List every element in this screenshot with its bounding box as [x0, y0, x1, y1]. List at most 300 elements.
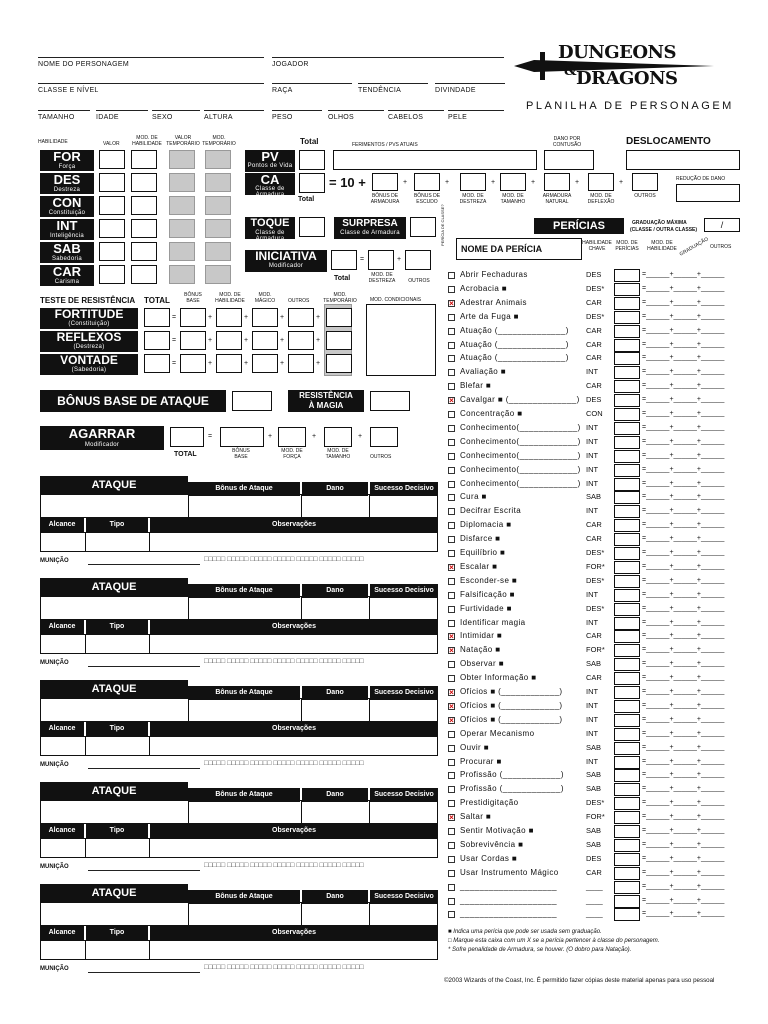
skill-key-ability: INT [586, 687, 599, 696]
deity-line[interactable] [435, 83, 505, 84]
skill-key-ability: CAR [586, 520, 602, 530]
ability-mod-box[interactable] [131, 150, 157, 169]
skill-formula[interactable]: =______+______+______ [642, 799, 725, 807]
skill-formula[interactable]: =______+______+______ [642, 410, 725, 417]
ability-temp-score-box[interactable] [169, 173, 195, 192]
skill-formula[interactable]: =______+______+______ [642, 326, 725, 334]
skill-formula[interactable]: =______+______+______ [642, 618, 725, 626]
player-line[interactable] [272, 57, 504, 58]
skill-formula[interactable]: =______+______+______ [642, 340, 725, 348]
ac-total-box[interactable] [299, 173, 325, 193]
range-field[interactable] [40, 736, 86, 756]
skill-formula[interactable]: =______+______+______ [642, 840, 725, 848]
conditional-mods-box[interactable] [366, 304, 436, 376]
skill-mod-box[interactable] [614, 783, 640, 796]
save-value-box[interactable] [252, 308, 278, 327]
ammo-checkboxes[interactable]: □□□□□ □□□□□ □□□□□ □□□□□ □□□□□ □□□□□ □□□□□ [204, 760, 364, 767]
class-skill-checkbox[interactable] [448, 828, 455, 835]
skill-name: Adestrar Animais [460, 297, 527, 307]
ac-part-box[interactable] [460, 173, 486, 191]
ability-temp-mod-box[interactable] [205, 219, 231, 238]
skill-formula[interactable]: =______+______+______ [642, 521, 725, 529]
class-skill-checkbox[interactable]: × [449, 562, 454, 572]
class-skill-checkbox[interactable] [448, 842, 455, 849]
class-skill-checkbox[interactable] [448, 411, 455, 418]
damage-header: Dano [302, 584, 368, 598]
class-skill-checkbox[interactable] [448, 759, 455, 766]
ammo-checkboxes[interactable]: □□□□□ □□□□□ □□□□□ □□□□□ □□□□□ □□□□□ □□□□□ [204, 556, 364, 563]
range-field[interactable] [40, 634, 86, 654]
skill-formula[interactable]: =______+______+______ [642, 896, 725, 904]
max-rank-box[interactable]: / [704, 218, 740, 232]
save-value-box[interactable] [144, 331, 170, 350]
class-skill-checkbox[interactable] [448, 286, 455, 293]
range-field[interactable] [40, 838, 86, 858]
skill-formula[interactable]: =______+______+______ [642, 535, 725, 543]
range-field[interactable] [40, 940, 86, 960]
saves-total-label: TOTAL [144, 296, 170, 305]
class-skill-checkbox[interactable]: × [449, 632, 454, 642]
save-value-box[interactable] [326, 354, 352, 373]
class-skill-checkbox[interactable] [448, 425, 455, 432]
skill-row [448, 672, 748, 686]
skill-mod-box[interactable] [614, 728, 640, 741]
skill-mod-box[interactable] [614, 464, 640, 477]
skill-formula[interactable]: =______+______+______ [642, 271, 725, 278]
skill-mod-box[interactable] [614, 366, 640, 379]
skill-formula[interactable]: =______+______+______ [642, 646, 725, 654]
skill-mod-box[interactable] [614, 686, 640, 699]
skill-mod-box[interactable] [614, 339, 640, 352]
flatfooted-ac-box[interactable] [410, 217, 436, 237]
skill-formula[interactable]: =______+______+______ [642, 382, 725, 390]
touch-ac-box[interactable] [299, 217, 325, 237]
ac-part-box[interactable] [544, 173, 570, 191]
class-skill-checkbox[interactable] [448, 536, 455, 543]
class-skill-checkbox[interactable] [448, 439, 455, 446]
skill-mod-box[interactable] [614, 742, 640, 755]
class-skill-checkbox[interactable] [448, 661, 455, 668]
race-label: RAÇA [272, 87, 293, 94]
skill-mod-box[interactable] [614, 311, 640, 324]
skill-mod-box[interactable] [614, 672, 640, 685]
ability-score-box[interactable] [99, 150, 125, 169]
size-line[interactable] [38, 110, 90, 111]
skill-mod-box[interactable] [614, 533, 640, 546]
skill-formula[interactable]: =______+______+______ [642, 729, 725, 737]
skill-mod-box[interactable] [614, 408, 640, 421]
ammo-label: MUNIÇÃO [40, 558, 69, 564]
ability-score-box[interactable] [99, 196, 125, 215]
skill-formula[interactable]: =______+______+______ [642, 590, 725, 598]
skill-formula[interactable]: =______+______+______ [642, 604, 725, 612]
save-value-box[interactable] [252, 331, 278, 350]
ability-score-box[interactable] [99, 173, 125, 192]
skill-formula[interactable]: =______+______+______ [642, 576, 725, 584]
skill-formula[interactable]: =______+______+______ [642, 465, 725, 473]
damage-field[interactable] [301, 800, 370, 824]
mod-col-header: MOD. DE HABILIDADE [132, 135, 162, 147]
save-value-box[interactable] [326, 308, 352, 327]
class-skill-checkbox[interactable] [448, 745, 455, 752]
attack-title: ATAQUE [40, 578, 188, 596]
hp-total-box[interactable] [299, 150, 325, 170]
class-skill-checkbox[interactable] [448, 772, 455, 779]
ac-base: = 10 + [329, 175, 366, 190]
grapple-size-box[interactable] [324, 427, 352, 447]
skill-name: Equilíbrio ■ [460, 548, 506, 557]
ammo-line[interactable] [88, 870, 200, 871]
ability-score-box[interactable] [99, 242, 125, 261]
skill-mod-box[interactable] [614, 450, 640, 463]
skill-mod-box[interactable] [614, 297, 640, 310]
class-skill-checkbox[interactable]: × [449, 396, 454, 406]
damage-field[interactable] [301, 494, 370, 518]
class-skill-checkbox[interactable] [448, 856, 455, 863]
class-skill-checkbox[interactable] [448, 592, 455, 599]
attack-bonus-field[interactable] [188, 596, 302, 620]
initiative-total-box[interactable] [331, 250, 357, 270]
skill-name: Falsificação ■ [460, 589, 515, 599]
ability-mod-box[interactable] [131, 219, 157, 238]
ability-temp-mod-box[interactable] [205, 173, 231, 192]
skill-mod-box[interactable] [614, 561, 640, 574]
skill-mod-box[interactable] [614, 394, 640, 407]
class-skill-checkbox[interactable] [448, 481, 455, 488]
class-skill-checkbox[interactable] [448, 911, 455, 918]
save-value-box[interactable] [288, 331, 314, 350]
class-skill-checkbox[interactable] [448, 884, 455, 891]
save-value-box[interactable] [180, 331, 206, 350]
ability-temp-mod-box[interactable] [205, 150, 231, 169]
class-skill-checkbox[interactable] [448, 550, 455, 557]
ability-mod-box[interactable] [131, 173, 157, 192]
skill-formula[interactable]: =______+______+______ [642, 479, 725, 487]
skill-name: ____________________ [460, 909, 557, 919]
bab-box[interactable] [232, 391, 272, 411]
class-skill-checkbox[interactable] [448, 606, 455, 613]
attack-bonus-field[interactable] [188, 902, 302, 926]
skill-formula[interactable]: =______+______+______ [642, 284, 725, 292]
class-skill-checkbox[interactable] [448, 620, 455, 627]
save-value-box[interactable] [216, 308, 242, 327]
class-skill-header: PERÍCIA DE CLASSE? [440, 204, 445, 246]
skill-mod-box[interactable] [614, 547, 640, 560]
ability-mod-box[interactable] [131, 265, 157, 284]
hair-line[interactable] [388, 110, 444, 111]
ability-temp-mod-box[interactable] [205, 265, 231, 284]
ac-part-box[interactable] [588, 173, 614, 191]
class-skill-checkbox[interactable]: × [449, 688, 454, 697]
class-skill-checkbox[interactable] [448, 870, 455, 877]
skill-formula[interactable]: =______+______+______ [642, 354, 725, 362]
skill-mod-box[interactable] [614, 603, 640, 616]
movement-box[interactable] [626, 150, 740, 170]
skill-mod-box[interactable] [614, 491, 640, 504]
skill-formula[interactable]: =______+______+______ [642, 396, 725, 404]
skill-key-ability: DES* [586, 798, 605, 808]
skill-formula[interactable]: =______+______+______ [642, 701, 725, 709]
skill-formula[interactable]: =______+______+______ [642, 312, 725, 320]
save-value-box[interactable] [144, 308, 170, 327]
skill-formula[interactable]: =______+______+______ [642, 437, 725, 445]
ability-mod-box[interactable] [131, 242, 157, 261]
skill-key-ability: INT [586, 478, 599, 488]
grapple-total-box[interactable] [170, 427, 204, 447]
skill-mod-box[interactable] [614, 908, 640, 921]
class-skill-checkbox[interactable] [448, 508, 455, 515]
type-field[interactable] [85, 838, 150, 858]
damage-field[interactable] [301, 596, 370, 620]
skill-row [448, 519, 748, 533]
ammo-line[interactable] [88, 972, 200, 973]
grapple-base-label: BÔNUS BASE [232, 448, 250, 460]
class-skill-checkbox[interactable] [448, 731, 455, 738]
skill-name: Atuação (______________) [460, 325, 569, 335]
gender-line[interactable] [152, 110, 200, 111]
skill-formula[interactable]: =______+______+______ [642, 785, 725, 793]
class-skill-checkbox[interactable] [448, 467, 455, 474]
skill-formula[interactable]: =______+______+______ [642, 493, 725, 501]
save-sub: (Constituição) [68, 321, 110, 327]
attack-bonus-field[interactable] [188, 494, 302, 518]
critical-header: Sucesso Decisivo [370, 890, 438, 904]
skill-mod-box[interactable] [614, 644, 640, 657]
initiative-dex-box[interactable] [368, 250, 394, 270]
class-skill-checkbox[interactable] [448, 342, 455, 349]
skill-name: Natação ■ [460, 645, 501, 655]
skill-row [448, 380, 748, 394]
skill-mod-box[interactable] [614, 714, 640, 727]
damage-field[interactable] [301, 902, 370, 926]
nonlethal-box[interactable] [544, 150, 594, 170]
ability-mod-box[interactable] [131, 196, 157, 215]
range-field[interactable] [40, 532, 86, 552]
skill-formula[interactable]: =______+______+______ [642, 827, 725, 834]
skill-mod-box[interactable] [614, 630, 640, 643]
class-skill-checkbox[interactable] [448, 675, 455, 682]
sr-box[interactable] [370, 391, 410, 411]
skill-name: Profissão (____________) [460, 770, 564, 780]
skill-formula[interactable]: =______+______+______ [642, 688, 725, 695]
initiative-misc-box[interactable] [405, 250, 431, 270]
skill-mod-box[interactable] [614, 895, 640, 908]
skill-formula[interactable]: =______+______+______ [642, 868, 725, 876]
skill-row [448, 769, 748, 783]
skill-mod-box[interactable] [614, 769, 640, 782]
class-skill-checkbox[interactable] [448, 314, 455, 321]
skill-mod-box[interactable] [614, 352, 640, 365]
damage-field[interactable] [301, 698, 370, 722]
skill-mod-box[interactable] [614, 575, 640, 588]
skill-mod-box[interactable] [614, 839, 640, 852]
save-value-box[interactable] [180, 308, 206, 327]
skill-formula[interactable]: =______+______+______ [642, 549, 725, 556]
ammo-line[interactable] [88, 666, 200, 667]
class-skill-checkbox[interactable]: × [449, 813, 454, 823]
save-sub: (Destreza) [73, 344, 105, 350]
ac-part-box[interactable] [414, 173, 440, 191]
skill-formula[interactable]: =______+______+______ [642, 562, 725, 570]
skill-row [448, 811, 748, 825]
type-field[interactable] [85, 532, 150, 552]
skill-formula[interactable]: =______+______+______ [642, 743, 725, 751]
ability-temp-score-box[interactable] [169, 265, 195, 284]
grapple-base-box[interactable] [220, 427, 264, 447]
skill-key-ability: CAR [586, 353, 602, 363]
skill-mod-box[interactable] [614, 658, 640, 671]
dr-box[interactable] [676, 184, 740, 202]
skill-mod-box[interactable] [614, 505, 640, 518]
skill-mod-box[interactable] [614, 325, 640, 338]
touch-ac-block [245, 217, 295, 242]
max-rank-label: GRADUAÇÃO MÁXIMA [632, 220, 687, 226]
type-field[interactable] [85, 736, 150, 756]
attack-bonus-field[interactable] [188, 800, 302, 824]
type-field[interactable] [85, 940, 150, 960]
save-value-box[interactable] [252, 354, 278, 373]
class-skill-checkbox[interactable] [448, 272, 455, 279]
class-skill-checkbox[interactable] [448, 494, 455, 501]
skill-formula[interactable]: =______+______+______ [642, 660, 725, 668]
class-skill-checkbox[interactable] [448, 328, 455, 335]
ammo-checkboxes[interactable]: □□□□□ □□□□□ □□□□□ □□□□□ □□□□□ □□□□□ □□□□□ [204, 964, 364, 971]
class-skill-checkbox[interactable]: × [449, 646, 454, 656]
skill-mod-box[interactable] [614, 519, 640, 532]
ability-score-box[interactable] [99, 265, 125, 284]
skill-formula[interactable]: =______+______+______ [642, 813, 725, 821]
skill-formula[interactable]: =______+______+______ [642, 757, 725, 765]
class-skill-checkbox[interactable] [448, 578, 455, 585]
class-skill-checkbox[interactable] [448, 355, 455, 362]
deity-label: DIVINDADE [435, 87, 476, 94]
skill-formula[interactable]: =______+______+______ [642, 507, 725, 515]
class-skill-checkbox[interactable] [448, 453, 455, 460]
skill-formula[interactable]: =______+______+______ [642, 423, 725, 431]
skill-mod-box[interactable] [614, 867, 640, 880]
skill-mod-box[interactable] [614, 853, 640, 866]
skill-formula[interactable]: =______+______+______ [642, 674, 725, 682]
skill-mod-box[interactable] [614, 380, 640, 393]
grapple-misc-box[interactable] [370, 427, 398, 447]
skill-mod-box[interactable] [614, 422, 640, 435]
skill-mod-box[interactable] [614, 881, 640, 894]
wounds-box[interactable] [333, 150, 537, 170]
weight-line[interactable] [272, 110, 322, 111]
skill-mod-box[interactable] [614, 811, 640, 824]
skin-line[interactable] [448, 110, 504, 111]
ac-part-box[interactable] [632, 173, 658, 191]
alignment-line[interactable] [358, 83, 428, 84]
skill-row [448, 491, 748, 505]
ammo-checkboxes[interactable]: □□□□□ □□□□□ □□□□□ □□□□□ □□□□□ □□□□□ □□□□□ [204, 658, 364, 665]
skill-formula[interactable]: =______+______+______ [642, 854, 725, 862]
save-magic-header: MOD. MÁGICO [254, 292, 276, 304]
skill-mod-box[interactable] [614, 700, 640, 713]
class-skill-checkbox[interactable]: × [449, 701, 454, 711]
skill-mod-box[interactable] [614, 589, 640, 602]
skill-formula[interactable]: =______+______+______ [642, 771, 725, 779]
ammo-checkboxes[interactable]: □□□□□ □□□□□ □□□□□ □□□□□ □□□□□ □□□□□ □□□□□ [204, 862, 364, 869]
class-skill-checkbox[interactable]: × [449, 298, 454, 308]
class-skill-checkbox[interactable] [448, 786, 455, 793]
class-skill-checkbox[interactable]: × [449, 715, 454, 725]
skill-key-ability: SAB [586, 784, 602, 794]
class-skill-checkbox[interactable] [448, 800, 455, 807]
class-skill-checkbox[interactable] [448, 369, 455, 376]
skill-key-ability: FOR* [586, 812, 605, 822]
race-line[interactable] [272, 83, 352, 84]
ability-mod-header: MOD. DE HABILIDADE [647, 240, 677, 252]
skill-mod-box[interactable] [614, 756, 640, 769]
skill-formula[interactable]: =______+______+______ [642, 882, 725, 890]
save-value-box[interactable] [326, 331, 352, 350]
ac-total-label: Total [298, 196, 315, 203]
skill-formula[interactable]: =______+______+______ [642, 632, 725, 640]
movement-label: DESLOCAMENTO [626, 136, 711, 147]
ability-temp-score-box[interactable] [169, 242, 195, 261]
skill-name: Conhecimento(____________) [460, 422, 581, 432]
ability-temp-mod-box[interactable] [205, 196, 231, 215]
class-level-line[interactable] [38, 83, 264, 84]
skill-formula[interactable]: =______+______+______ [642, 451, 725, 459]
type-field[interactable] [85, 634, 150, 654]
skill-mod-box[interactable] [614, 797, 640, 810]
eyes-line[interactable] [328, 110, 384, 111]
skill-mod-box[interactable] [614, 436, 640, 449]
temp-mod-col-header: MOD. TEMPORÁRIO [202, 135, 236, 147]
skill-formula[interactable]: =______+______+______ [642, 298, 725, 306]
skill-formula[interactable]: =______+______+______ [642, 715, 725, 723]
skill-mod-box[interactable] [614, 617, 640, 630]
ability-temp-score-box[interactable] [169, 196, 195, 215]
ac-part-box[interactable] [372, 173, 398, 191]
skill-mod-box[interactable] [614, 825, 640, 838]
skill-mod-box[interactable] [614, 283, 640, 296]
save-value-box[interactable] [144, 354, 170, 373]
age-line[interactable] [96, 110, 148, 111]
skill-mod-box[interactable] [614, 269, 640, 282]
ac-part-box[interactable] [500, 173, 526, 191]
attack-bonus-field[interactable] [188, 698, 302, 722]
ammo-line[interactable] [88, 768, 200, 769]
ability-temp-mod-box[interactable] [205, 242, 231, 261]
class-skill-checkbox[interactable] [448, 522, 455, 529]
save-value-box[interactable] [216, 354, 242, 373]
save-value-box[interactable] [288, 354, 314, 373]
skill-formula[interactable]: =______+______+______ [642, 368, 725, 376]
ability-temp-score-box[interactable] [169, 219, 195, 238]
grapple-str-box[interactable] [278, 427, 306, 447]
save-value-box[interactable] [216, 331, 242, 350]
skill-name: Usar Cordas ■ [460, 853, 518, 863]
skill-mod-box[interactable] [614, 478, 640, 491]
class-skill-checkbox[interactable] [448, 898, 455, 905]
skill-formula[interactable]: =______+______+______ [642, 910, 725, 918]
grapple-total-label: TOTAL [174, 451, 197, 458]
character-name-line[interactable] [38, 57, 264, 58]
ammo-line[interactable] [88, 564, 200, 565]
ability-score-box[interactable] [99, 219, 125, 238]
ability-name: Constituição [48, 210, 86, 216]
class-skill-checkbox[interactable] [448, 383, 455, 390]
save-name: VONTADE [60, 353, 118, 367]
save-value-box[interactable] [180, 354, 206, 373]
ability-temp-score-box[interactable] [169, 150, 195, 169]
height-line[interactable] [204, 110, 264, 111]
save-value-box[interactable] [288, 308, 314, 327]
key-ability-header: HABILIDADE CHAVE [582, 240, 612, 252]
